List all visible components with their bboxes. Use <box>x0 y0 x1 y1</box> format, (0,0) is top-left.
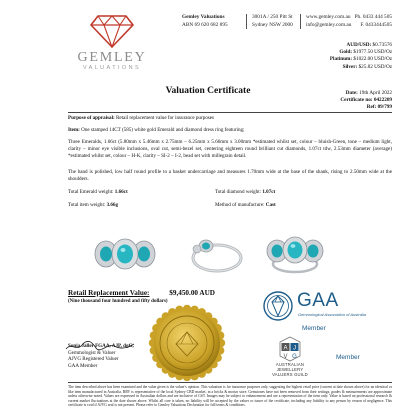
ajvg-line2: VALUERS GUILD <box>272 372 308 377</box>
aud-usd-value: $0.73576 <box>372 42 392 48</box>
gaa-emblem-icon <box>262 290 294 322</box>
phone-block <box>355 14 392 29</box>
signer-name: Sonia Jaller FGAA, AJP, dgG, <box>68 343 134 349</box>
aud-usd-label: AUD/USD: <box>346 42 372 48</box>
web-block <box>300 14 351 29</box>
date-value: 19th April 2022 <box>359 90 392 96</box>
gaa-badge <box>262 290 392 334</box>
signer-line2: Gemmologist & Valuer <box>68 349 116 356</box>
ref-value: 09/799 <box>377 104 392 110</box>
item-line <box>68 127 392 134</box>
emerald-weight-label: Total Emerald weight: <box>68 189 114 195</box>
gold-label: Gold: <box>339 49 353 56</box>
method-value: Cast <box>265 202 276 208</box>
gold-value: $1977.50 USD/Oz <box>353 49 392 56</box>
replacement-value-line <box>68 289 215 297</box>
cert-no-label: Certificate no: <box>340 97 373 103</box>
address-block <box>246 14 293 29</box>
signer-block <box>68 343 134 369</box>
diamond-weight-value: 1.07ct <box>262 189 276 195</box>
gemley-logo <box>58 14 166 82</box>
ring-photo-front <box>92 234 158 274</box>
certificate-title: Valuation Certificate <box>165 86 251 96</box>
ajvg-line1: AUSTRALIAN JEWELLERY <box>275 362 305 372</box>
diamond-logo-icon <box>90 14 134 48</box>
company-block <box>182 14 228 29</box>
footer-divider <box>68 382 392 383</box>
item-weight-label: Total item weight: <box>68 202 106 208</box>
purpose-value: Retail replacement value for insurance purposes <box>115 115 214 121</box>
ajvg-badge <box>262 336 392 386</box>
emerald-weight-value: 1.66ct <box>114 189 128 195</box>
platinum-label: Platinum: <box>329 56 353 63</box>
address-line1: 3001A / 250 Pitt St <box>252 14 293 20</box>
email-link[interactable]: info@gemley.com.au <box>306 21 352 28</box>
signer-line3: AJVG Registered Valuer <box>68 356 119 363</box>
svg-text:J: J <box>293 345 296 352</box>
company-name: Gemley Valuations <box>182 14 225 20</box>
gold-seal-icon <box>148 304 226 382</box>
item-value: One stamped 14CT (585) white gold Emerald and diamond dress ring featuring; <box>81 127 245 133</box>
ring-photo-side <box>184 234 250 274</box>
silver-value: $25.82 USD/Oz <box>358 63 392 70</box>
fax: F. 0433444505 <box>360 21 392 28</box>
cert-no-value: 0422209 <box>373 97 392 103</box>
gaa-member-label: Member <box>302 325 326 332</box>
svg-text:A: A <box>283 345 288 352</box>
replacement-label: Retail Replacement Value: <box>68 289 150 297</box>
method-label: Method of manufacture: <box>215 202 265 208</box>
ring-photo-angled <box>262 234 328 274</box>
item-weight-value: 3.66g <box>106 202 119 208</box>
gaa-subtitle: Gemmological Association of Australia <box>298 312 366 317</box>
metal-rates <box>330 42 392 71</box>
address-line2: Sydney NSW 2000 <box>252 21 293 28</box>
ajvg-name <box>262 362 318 377</box>
replacement-words: (Nine thousand four hundred and fifty dollars) <box>68 299 168 304</box>
certificate-meta <box>340 90 392 111</box>
svg-text:G: G <box>292 354 297 360</box>
phone: Ph. 0433 444 505 <box>354 14 392 20</box>
abn: ABN 69 620 682 895 <box>182 21 228 28</box>
header-divider <box>68 112 392 113</box>
brand-tagline: VALUATIONS <box>82 65 142 71</box>
date-label: Date: <box>345 90 358 96</box>
item-label: Item: <box>68 127 80 133</box>
item-description: Three Emeralds, 1.66ct (5.80mm x 5.46mm x 2.75mm – 6.25mm x 5.66mm x 3.00mm *estimated whilst set, colour – bluish-Green, tone – medium light, clarity – minor eye visible inclusions, oval cut, semi-bezel set, centering eighteen round brilliant cut diamonds, 1.07ct tdw, 2.53mm diameter (average) *estimated whilst set, colour – H-K, clarity – SI-2 – I-2, bead set with millegrain detail. <box>68 139 392 159</box>
gaa-wordmark: GAA <box>297 290 339 311</box>
replacement-amount: $9,450.00 AUD <box>169 289 215 297</box>
ref-label: Ref: <box>366 104 377 110</box>
ajvg-emblem-icon <box>262 336 318 362</box>
disclaimer-text: The item described above has been examined and the value given is the valuer's opinion. This valuation is for insurance purposes only, suggesting the highest retail price (current at date shown above) for an identical or like item manufactured in Australia. RRV is representative of the local Sydney CBD market, in a bricks & mortar store. Gemstones have not been removed from their settings, grades & measurements are approximate unless otherwise noted. Values are expressed in Australian dollars and are inclusive of GST. Images may be subject to enhancement and are a representation of the item only. Value is based on professional research & current market fluctuations at the date shown above. Whilst all care is taken, no liability will be accepted by the valuer or issuer of the certificate, including any liability to any person by reason of negligence. This certificate is void if AJVG seal is not present. Please refer to Gemley Valuations Declaration for full terms & conditions. <box>68 385 392 408</box>
platinum-value: $1022.00 USD/Oz <box>353 56 392 63</box>
website-link[interactable]: www.gemley.com.au <box>306 14 351 20</box>
signer-line4: GAA Member <box>68 362 98 369</box>
band-description: The band is polished, low half round profile to a basket undercarriage and measures 1.70mm wide at the base of the shank, rising to 2.50mm wide at the shoulders. <box>68 169 392 182</box>
purpose-label: Purpose of appraisal: <box>68 115 115 121</box>
purpose-line <box>68 115 392 122</box>
svg-text:V: V <box>283 354 288 360</box>
brand-name: GEMLEY <box>77 50 147 65</box>
silver-label: Silver: <box>342 63 358 70</box>
ajvg-member-label: Member <box>336 354 360 361</box>
diamond-weight-label: Total diamond weight: <box>215 189 262 195</box>
